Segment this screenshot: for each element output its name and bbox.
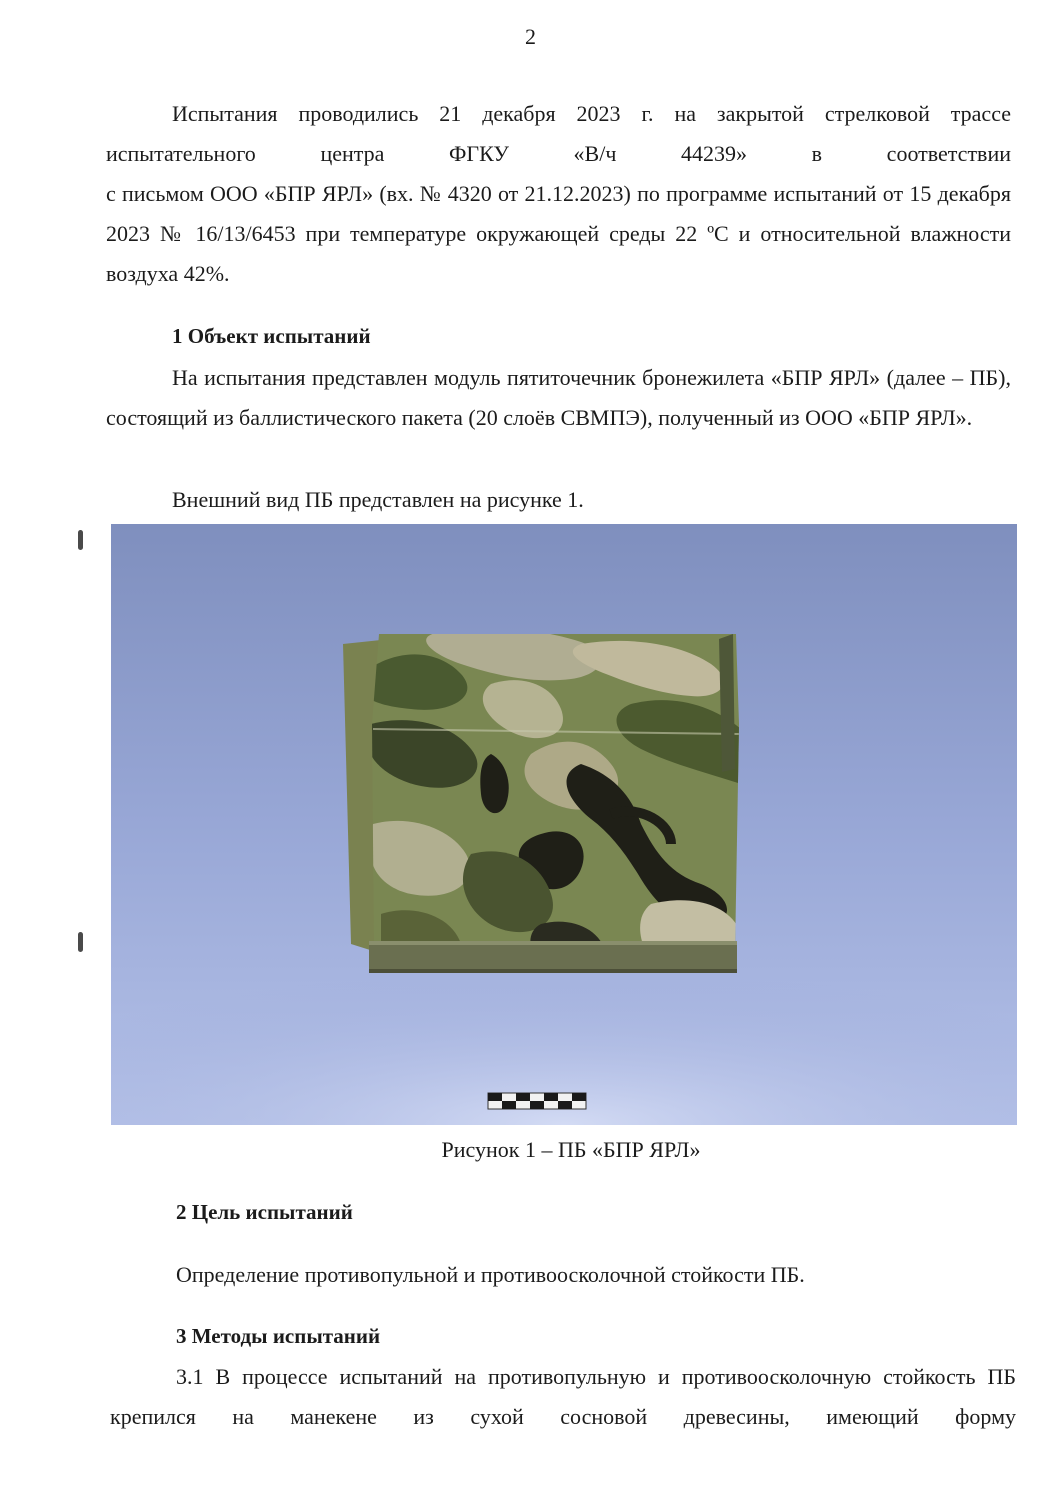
section-3-heading: 3 Методы испытаний [176,1324,381,1348]
figure-reference: Внешний вид ПБ представлен на рисунке 1. [172,487,584,512]
intro-second-line: испытательного центра ФГКУ «В/ч 44239» в соответствии [106,141,1011,166]
figure-caption: Рисунок 1 – ПБ «БПР ЯРЛ» [441,1137,701,1162]
armor-module-photo [111,524,1017,1125]
section-3-paragraph: 3.1 В процессе испытаний на противопульную и противоосколочную стойкость ПБ крепился на манекене из сухой сосновой древесины, имеющий форму [110,1364,1016,1429]
figure-photo [111,524,1017,1125]
section-1-heading: 1 Объект испытаний [172,324,371,348]
punch-hole-mark [78,530,83,550]
punch-hole-mark [78,932,83,952]
intro-paragraph: с письмом ООО «БПР ЯРЛ» (вх. № 4320 от 21.12.2023) по программе испытаний от 15 декабря 2023 № 16/13/6453 при температуре окружающей среды 22 ºС и относительной влажности воздуха 42%. [106,181,1011,286]
intro-first-line: Испытания проводились 21 декабря 2023 г. на закрытой стрелковой трассе [172,101,1011,126]
section-1-paragraph: На испытания представлен модуль пятиточечник бронежилета «БПР ЯРЛ» (далее – ПБ), состоящий из баллистического пакета (20 слоёв СВМПЭ), полученный из ООО «БПР ЯРЛ». [106,365,1011,430]
page-number: 2 [525,24,536,49]
section-2-heading: 2 Цель испытаний [176,1200,353,1224]
section-2-paragraph: Определение противопульной и противоосколочной стойкости ПБ. [176,1262,805,1287]
